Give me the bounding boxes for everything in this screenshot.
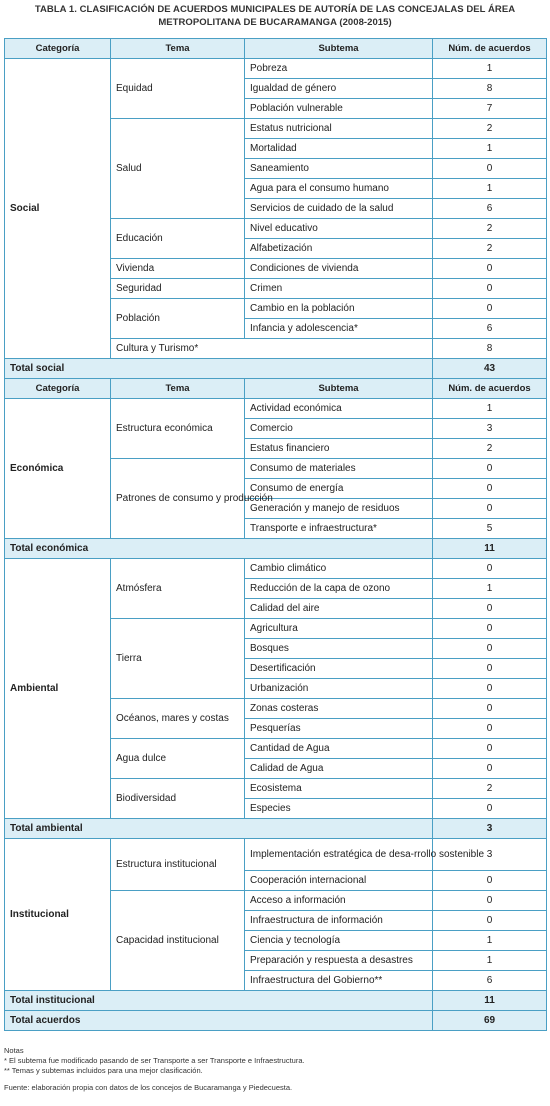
subtema-cell: Mortalidad: [245, 139, 433, 159]
subtema-cell: Estatus financiero: [245, 439, 433, 459]
count-cell: 0: [433, 891, 547, 911]
note-1: * El subtema fue modificado pasando de ser Transporte a ser Transporte e Infraestructura.: [4, 1056, 305, 1065]
total-value: 43: [433, 359, 547, 379]
count-cell: 1: [433, 399, 547, 419]
count-cell: 2: [433, 779, 547, 799]
count-cell: 0: [433, 479, 547, 499]
count-cell: 0: [433, 279, 547, 299]
subtema-cell: Especies: [245, 799, 433, 819]
tema-cell: Cultura y Turismo*: [111, 339, 433, 359]
grand-total-label: Total acuerdos: [5, 1011, 433, 1031]
header-row: [5, 379, 547, 399]
count-cell: 0: [433, 679, 547, 699]
table-row: [5, 839, 547, 871]
count-cell: 0: [433, 499, 547, 519]
subtema-cell: Reducción de la capa de ozono: [245, 579, 433, 599]
total-row: [5, 539, 547, 559]
subtema-cell: Alfabetización: [245, 239, 433, 259]
count-cell: 2: [433, 119, 547, 139]
subtema-cell: Saneamiento: [245, 159, 433, 179]
count-cell: 6: [433, 199, 547, 219]
total-label: Total social: [5, 359, 433, 379]
count-cell: 0: [433, 259, 547, 279]
subtema-cell: Condiciones de vivienda: [245, 259, 433, 279]
total-label: Total institucional: [5, 991, 433, 1011]
count-cell: 0: [433, 559, 547, 579]
tema-cell: Atmósfera: [111, 559, 245, 619]
count-cell: 5: [433, 519, 547, 539]
subtema-cell: Pobreza: [245, 59, 433, 79]
header-subtema: Subtema: [245, 379, 433, 399]
subtema-cell: Implementación estratégica de desa-rrollo sostenible: [245, 839, 433, 871]
header-tema: Tema: [111, 39, 245, 59]
subtema-cell: Cambio en la población: [245, 299, 433, 319]
subtema-cell: Urbanización: [245, 679, 433, 699]
count-cell: 0: [433, 659, 547, 679]
agreements-table-body: [5, 39, 547, 1031]
grand-total-value: 69: [433, 1011, 547, 1031]
tema-cell: Salud: [111, 119, 245, 219]
total-label: Total ambiental: [5, 819, 433, 839]
subtema-cell: Ciencia y tecnología: [245, 931, 433, 951]
tema-cell: Océanos, mares y costas: [111, 699, 245, 739]
total-value: 11: [433, 539, 547, 559]
count-cell: 0: [433, 799, 547, 819]
header-tema: Tema: [111, 379, 245, 399]
count-cell: 0: [433, 911, 547, 931]
table-row: [5, 59, 547, 79]
tema-cell: Estructura económica: [111, 399, 245, 459]
subtema-cell: Nivel educativo: [245, 219, 433, 239]
source-note: Fuente: elaboración propia con datos de los concejos de Bucaramanga y Piedecuesta.: [4, 1083, 293, 1092]
count-cell: 8: [433, 79, 547, 99]
count-cell: 1: [433, 579, 547, 599]
subtema-cell: Ecosistema: [245, 779, 433, 799]
total-label: Total económica: [5, 539, 433, 559]
count-cell: 3: [433, 839, 547, 871]
count-cell: 0: [433, 759, 547, 779]
header-subtema: Subtema: [245, 39, 433, 59]
subtema-cell: Agricultura: [245, 619, 433, 639]
count-cell: 0: [433, 299, 547, 319]
grand-total-row: [5, 1011, 547, 1031]
tema-cell: Estructura institucional: [111, 839, 245, 891]
subtema-cell: Desertificación: [245, 659, 433, 679]
subtema-cell: Crimen: [245, 279, 433, 299]
subtema-cell: Consumo de materiales: [245, 459, 433, 479]
count-cell: 0: [433, 459, 547, 479]
subtema-cell: Cambio climático: [245, 559, 433, 579]
table-title-line-1: TABLA 1. CLASIFICACIÓN DE ACUERDOS MUNICIPALES DE AUTORÍA DE LAS CONCEJALAS DEL ÁREA: [34, 4, 516, 15]
header-num-acuerdos: Núm. de acuerdos: [433, 39, 547, 59]
subtema-cell: Transporte e infraestructura*: [245, 519, 433, 539]
count-cell: 6: [433, 319, 547, 339]
tema-cell: Biodiversidad: [111, 779, 245, 819]
total-row: [5, 819, 547, 839]
count-cell: 0: [433, 639, 547, 659]
total-row: [5, 359, 547, 379]
count-cell: 0: [433, 599, 547, 619]
count-cell: 0: [433, 739, 547, 759]
count-cell: 6: [433, 971, 547, 991]
category-cell: Económica: [5, 399, 111, 539]
notes-heading: Notas: [4, 1046, 24, 1055]
tema-cell: Patrones de consumo y producción: [111, 459, 245, 539]
count-cell: 1: [433, 59, 547, 79]
total-value: 3: [433, 819, 547, 839]
subtema-cell: Bosques: [245, 639, 433, 659]
count-cell: 2: [433, 239, 547, 259]
table-title-line-2: METROPOLITANA DE BUCARAMANGA (2008-2015): [158, 17, 392, 28]
header-num-acuerdos: Núm. de acuerdos: [433, 379, 547, 399]
subtema-cell: Pesquerías: [245, 719, 433, 739]
total-row: [5, 991, 547, 1011]
subtema-cell: Generación y manejo de residuos: [245, 499, 433, 519]
header-categoria: Categoría: [5, 379, 111, 399]
subtema-cell: Infraestructura de información: [245, 911, 433, 931]
subtema-cell: Igualdad de género: [245, 79, 433, 99]
category-cell: Social: [5, 59, 111, 359]
subtema-cell: Consumo de energía: [245, 479, 433, 499]
count-cell: 0: [433, 619, 547, 639]
subtema-cell: Cooperación internacional: [245, 871, 433, 891]
count-cell: 1: [433, 931, 547, 951]
notes-block: [4, 1046, 544, 1093]
count-cell: 1: [433, 139, 547, 159]
subtema-cell: Actividad económica: [245, 399, 433, 419]
subtema-cell: Comercio: [245, 419, 433, 439]
total-value: 11: [433, 991, 547, 1011]
subtema-cell: Servicios de cuidado de la salud: [245, 199, 433, 219]
tema-cell: Equidad: [111, 59, 245, 119]
subtema-cell: Cantidad de Agua: [245, 739, 433, 759]
subtema-cell: Calidad del aire: [245, 599, 433, 619]
tema-cell: Capacidad institucional: [111, 891, 245, 991]
tema-cell: Vivienda: [111, 259, 245, 279]
subtema-cell: Infraestructura del Gobierno**: [245, 971, 433, 991]
count-cell: 2: [433, 439, 547, 459]
subtema-cell: Preparación y respuesta a desastres: [245, 951, 433, 971]
tema-cell: Tierra: [111, 619, 245, 699]
tema-cell: Seguridad: [111, 279, 245, 299]
subtema-cell: Calidad de Agua: [245, 759, 433, 779]
count-cell: 2: [433, 219, 547, 239]
note-2: ** Temas y subtemas incluidos para una mejor clasificación.: [4, 1066, 203, 1075]
tema-cell: Agua dulce: [111, 739, 245, 779]
count-cell: 3: [433, 419, 547, 439]
count-cell: 0: [433, 699, 547, 719]
table-title: [0, 0, 550, 34]
count-cell: 0: [433, 159, 547, 179]
header-categoria: Categoría: [5, 39, 111, 59]
header-row: [5, 39, 547, 59]
subtema-cell: Población vulnerable: [245, 99, 433, 119]
table-row: [5, 559, 547, 579]
subtema-cell: Estatus nutricional: [245, 119, 433, 139]
tema-cell: Educación: [111, 219, 245, 259]
subtema-cell: Agua para el consumo humano: [245, 179, 433, 199]
table-row: [5, 399, 547, 419]
count-cell: 1: [433, 951, 547, 971]
count-cell: 8: [433, 339, 547, 359]
subtema-cell: Infancia y adolescencia*: [245, 319, 433, 339]
category-cell: Ambiental: [5, 559, 111, 819]
count-cell: 0: [433, 871, 547, 891]
tema-cell: Población: [111, 299, 245, 339]
count-cell: 1: [433, 179, 547, 199]
count-cell: 7: [433, 99, 547, 119]
subtema-cell: Acceso a información: [245, 891, 433, 911]
subtema-cell: Zonas costeras: [245, 699, 433, 719]
agreements-table: [4, 38, 547, 1031]
count-cell: 0: [433, 719, 547, 739]
category-cell: Institucional: [5, 839, 111, 991]
